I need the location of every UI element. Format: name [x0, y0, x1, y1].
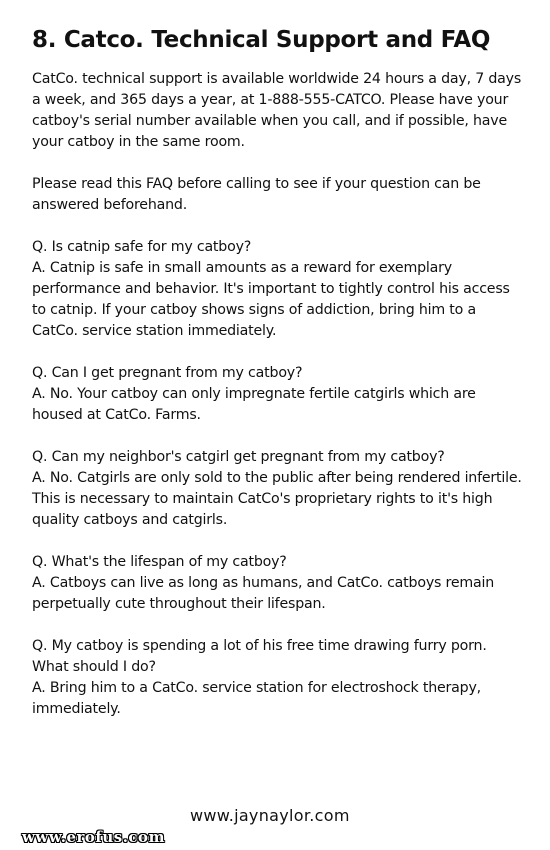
faq-item	[32, 237, 522, 342]
faq-answer: A. Catnip is safe in small amounts as a reward for exemplary performance and behavior. It's important to tightly control his access to catnip. If your catboy shows signs of addiction, bring him to a CatCo. service station immediately.	[32, 259, 510, 339]
faq-answer: A. Catboys can live as long as humans, and CatCo. catboys remain perpetually cute throughout their lifespan.	[32, 574, 495, 612]
faq-question: Q. My catboy is spending a lot of his free time drawing furry porn. What should I do?	[32, 637, 487, 675]
faq-question: Q. Is catnip safe for my catboy?	[32, 238, 252, 255]
intro-paragraph: CatCo. technical support is available worldwide 24 hours a day, 7 days a week, and 365 days a year, at 1-888-555-CATCO. Please have your catboy's serial number available when you call, and if possible, have your catboy in the same room.	[32, 70, 522, 150]
faq-answer: A. No. Catgirls are only sold to the public after being rendered infertile. This is necessary to maintain CatCo's proprietary rights to it's high quality catboys and catgirls.	[32, 469, 522, 528]
footer-url: www.jaynaylor.com	[190, 806, 350, 825]
document-page	[32, 26, 522, 741]
faq-item	[32, 552, 522, 615]
faq-answer: A. No. Your catboy can only impregnate fertile catgirls which are housed at CatCo. Farms.	[32, 385, 476, 423]
faq-item	[32, 447, 522, 531]
faq-question: Q. What's the lifespan of my catboy?	[32, 553, 287, 570]
intro-paragraph: Please read this FAQ before calling to see if your question can be answered beforehand.	[32, 175, 481, 213]
faq-question: Q. Can my neighbor's catgirl get pregnant from my catboy?	[32, 448, 445, 465]
faq-question: Q. Can I get pregnant from my catboy?	[32, 364, 303, 381]
faq-item	[32, 636, 522, 720]
watermark: www.erofus.com	[22, 828, 165, 846]
faq-answer: A. Bring him to a CatCo. service station for electroshock therapy, immediately.	[32, 679, 481, 717]
faq-item	[32, 363, 522, 426]
page-title: 8. Catco. Technical Support and FAQ	[32, 27, 491, 53]
